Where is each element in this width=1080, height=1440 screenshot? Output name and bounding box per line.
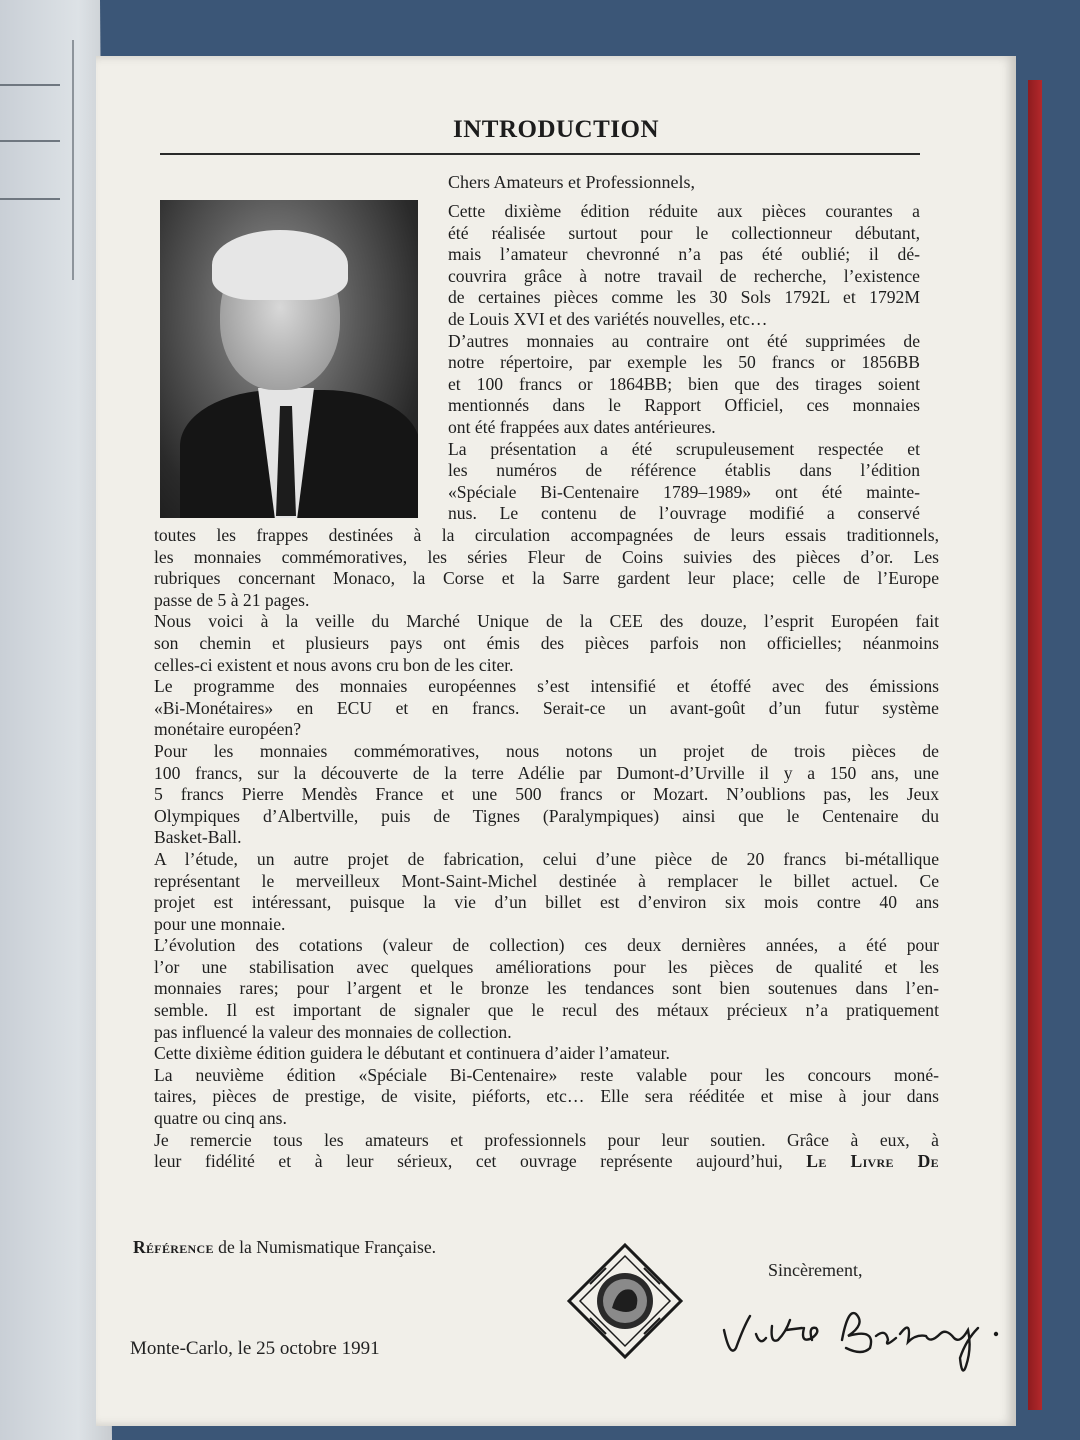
text-line: Nous voici à la veille du Marché Unique de la CEE des douze, l’esprit Européen fait [154,611,939,632]
text-line [154,1151,939,1173]
greeting: Chers Amateurs et Professionnels, [448,172,695,192]
text-line: toutes les frappes destinées à la circulation accompagnées de leurs essais traditionnels, [154,525,939,545]
text-line: Cette dixième édition guidera le débutant et continuera d’aider l’amateur. [154,1043,670,1064]
text-line: les numéros de référence établis dans l’édition [448,460,920,481]
book-title: Référence [133,1237,214,1257]
text-line: mentionnés dans le Rapport Officiel, ces monnaies [448,395,920,416]
sincerely: Sincèrement, [768,1260,863,1280]
text-line: monnaies rares; pour l’argent et le bronze les tendances sont bien soutenues dans l’en- [154,978,939,999]
text-line: rubriques concernant Monaco, la Corse et la Sarre gardent leur place; celle de l’Europe [154,568,939,589]
author-photo [160,200,418,518]
text-line: D’autres monnaies au contraire ont été supprimées de [448,330,920,351]
text-line: Olympiques d’Albertville, puis de Tignes (Paralympiques) ainsi que le Centenaire du [154,805,939,826]
red-cover-edge [1028,80,1042,1410]
title-divider [160,153,920,155]
text-line: Basket-Ball. [154,827,242,848]
text-line: les monnaies commémoratives, les séries Fleur de Coins suivies des pièces d’or. Les [154,546,939,567]
text-line: Je remercie tous les amateurs et professionnels pour leur soutien. Grâce à eux, à [154,1129,939,1150]
text-line: et 100 francs or 1864BB; bien que des tirages soient [448,373,920,394]
text-line: «Bi-Monétaires» en ECU et en francs. Serait-ce un avant-goût d’un futur système [154,697,939,718]
left-page-border [72,40,74,280]
place-date: Monte-Carlo, le 25 octobre 1991 [130,1338,380,1359]
text-line-content: leur fidélité et à leur sérieux, cet ouvrage représente aujourd’hui, [154,1151,783,1172]
text-line: semble. Il est important de signaler que le recul des métaux précieux n’a pratiquement [154,1000,939,1021]
signature [716,1288,1016,1378]
text-line: monétaire européen? [154,719,302,740]
text-line: ont été frappées aux dates antérieures. [448,416,716,437]
text-line: de Louis XVI et des variétés nouvelles, etc… [448,308,768,329]
text-line: l’or une stabilisation avec quelques améliorations pour les pièces de qualité et les [154,956,939,977]
text-line: représentant le merveilleux Mont-Saint-Michel destinée à remplacer le billet actuel. Ce [154,870,939,891]
photo-hair [212,230,348,300]
text-line: La présentation a été scrupuleusement respectée et [448,438,920,459]
text-line: Cette dixième édition réduite aux pièces courantes a [448,201,920,221]
text-line: A l’étude, un autre projet de fabrication, celui d’une pièce de 20 francs bi-métallique [154,848,939,869]
text-line: mais l’amateur chevronné n’a pas été oublié; il dé- [448,244,920,265]
text-line: été réalisée surtout pour le collectionneur débutant, [448,222,920,243]
text-line: L’évolution des cotations (valeur de collection) ces deux dernières années, a été pour [154,935,939,956]
book-title: Le Livre De [806,1151,939,1172]
text-line: celles-ci existent et nous avons cru bon de les citer. [154,654,514,675]
text-line: projet est intéressant, puisque la vie d’un billet est d’environ six mois contre 40 ans [154,892,939,913]
left-page-rule [0,84,60,86]
left-page-rule [0,198,60,200]
text-line: pour une monnaie. [154,913,286,934]
intro-text-wrapped [448,201,920,525]
text-line: notre répertoire, par exemple les 50 francs or 1856BB [448,352,920,373]
text-line: nus. Le contenu de l’ouvrage modifié a conservé [448,503,920,524]
page-title: INTRODUCTION [452,116,660,143]
text-line: La neuvième édition «Spéciale Bi-Centenaire» reste valable pour les concours moné- [154,1064,939,1085]
text-line: son chemin et plusieurs pays ont émis des pièces parfois non officielles; néanmoins [154,632,939,653]
publisher-emblem-icon [566,1242,684,1360]
text-line: «Spéciale Bi-Centenaire 1789–1989» ont été mainte- [448,481,920,502]
text-line: couvrira grâce à notre travail de recherche, l’existence [448,265,920,286]
closing-suffix: de la Numismatique Française. [213,1237,437,1257]
left-page-rule [0,140,60,142]
text-line: pas influencé la valeur des monnaies de collection. [154,1021,512,1042]
text-line: taires, pièces de prestige, de visite, piéforts, etc… Elle sera rééditée et mise à jour dans [154,1086,939,1107]
text-line: 100 francs, sur la découverte de la terre Adélie par Dumont-d’Urville il y a 150 ans, une [154,762,939,783]
text-line: 5 francs Pierre Mendès France et une 500 francs or Mozart. N’oublions pas, les Jeux [154,784,939,805]
text-line: quatre ou cinq ans. [154,1108,287,1129]
text-line: de certaines pièces comme les 30 Sols 1792L et 1792M [448,287,920,308]
text-line: passe de 5 à 21 pages. [154,589,310,610]
text-line: Le programme des monnaies européennes s’est intensifié et étoffé avec des émissions [154,676,939,697]
book-page [96,56,1016,1426]
intro-text-full [154,525,939,1173]
text-line: Pour les monnaies commémoratives, nous notons un projet de trois pièces de [154,740,939,761]
